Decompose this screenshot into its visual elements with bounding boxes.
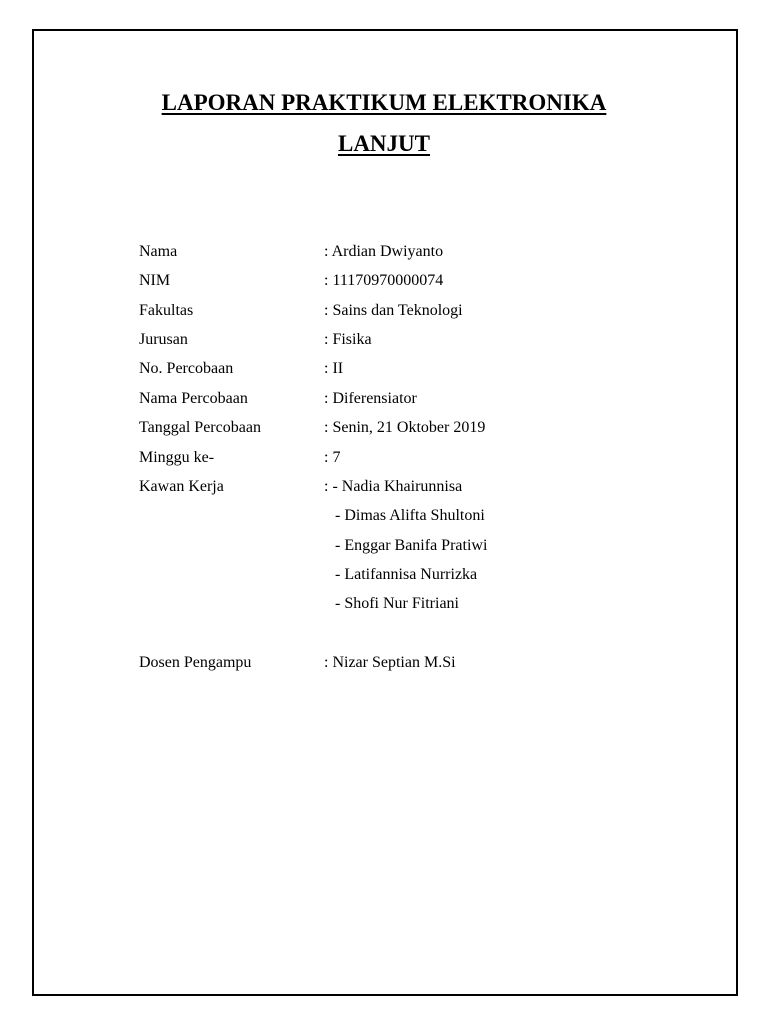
- field-no-percobaan: [0, 358, 768, 380]
- field-label: Fakultas: [139, 302, 194, 319]
- field-value: : Nizar Septian M.Si: [324, 654, 456, 671]
- field-value: : 7: [324, 449, 341, 466]
- field-value: : Fisika: [324, 331, 372, 348]
- field-kawan-kerja: [0, 476, 768, 498]
- team-member: - Latifannisa Nurrizka: [335, 566, 478, 583]
- field-nim: [0, 270, 768, 292]
- field-nama-percobaan: [0, 388, 768, 410]
- field-fakultas: [0, 300, 768, 322]
- field-dosen-pengampu: [0, 652, 768, 674]
- team-member: - Enggar Banifa Pratiwi: [335, 537, 488, 554]
- field-label: Kawan Kerja: [139, 478, 224, 495]
- field-label: Nama: [139, 243, 178, 260]
- report-title-line-2-text: LANJUT: [337, 131, 430, 156]
- team-member: - Dimas Alifta Shultoni: [335, 507, 485, 524]
- report-title-line-2: [0, 130, 768, 158]
- field-value: : - Nadia Khairunnisa: [324, 478, 463, 495]
- field-label: NIM: [139, 272, 171, 289]
- field-value: : II: [324, 360, 344, 377]
- field-value: : Sains dan Teknologi: [324, 302, 463, 319]
- field-label: Minggu ke-: [139, 449, 215, 466]
- field-value: : Senin, 21 Oktober 2019: [324, 419, 486, 436]
- field-label: Jurusan: [139, 331, 188, 348]
- report-title-line-1: [0, 89, 768, 117]
- report-title-line-1-text: LAPORAN PRAKTIKUM ELEKTRONIKA: [161, 90, 607, 115]
- field-label: Dosen Pengampu: [139, 654, 252, 671]
- field-minggu-ke: [0, 447, 768, 469]
- field-tanggal-percobaan: [0, 417, 768, 439]
- field-label: Tanggal Percobaan: [139, 419, 261, 436]
- field-value: : Ardian Dwiyanto: [324, 243, 444, 260]
- field-label: No. Percobaan: [139, 360, 234, 377]
- field-value: : 11170970000074: [324, 272, 444, 289]
- field-jurusan: [0, 329, 768, 351]
- team-member: - Shofi Nur Fitriani: [335, 595, 459, 612]
- field-label: Nama Percobaan: [139, 390, 248, 407]
- field-nama: [0, 241, 768, 263]
- field-value: : Diferensiator: [324, 390, 417, 407]
